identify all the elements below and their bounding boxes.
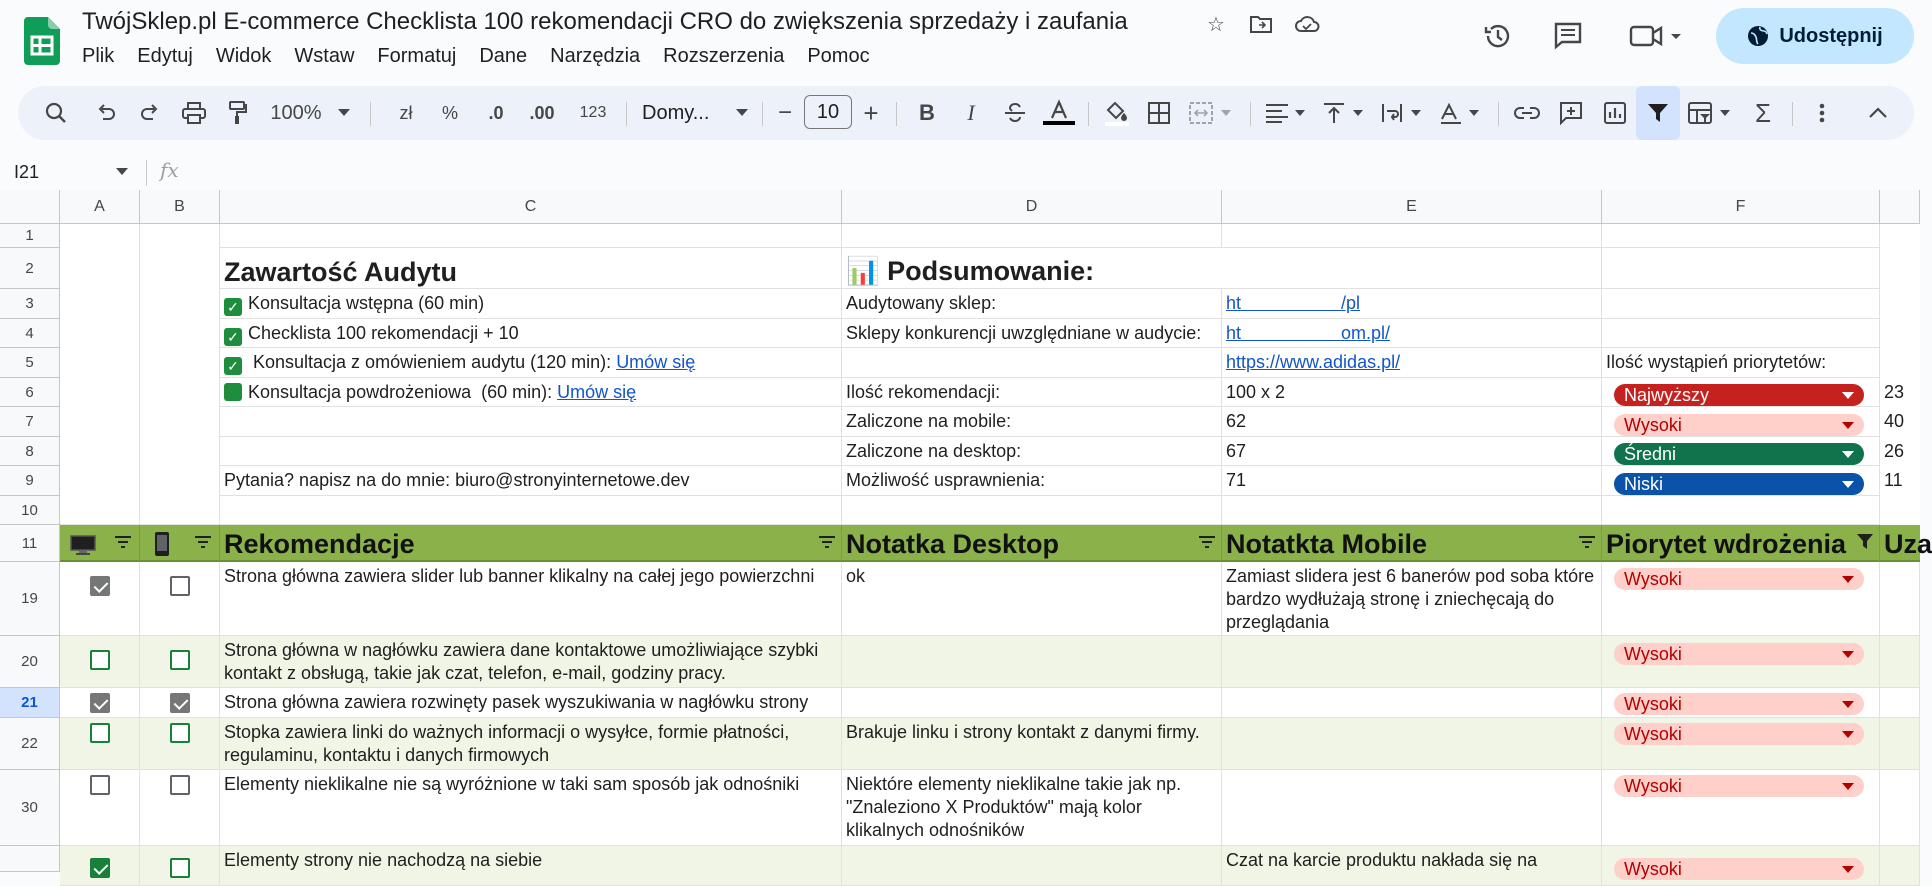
competitor-link-2[interactable]: https://www.adidas.pl/	[1226, 352, 1401, 372]
menu-extensions[interactable]: Rozszerzenia	[663, 45, 785, 67]
audit-item-2[interactable]	[220, 319, 842, 348]
cell-b1-b10[interactable]	[140, 224, 220, 525]
priority-chip-label: Najwyższy	[1624, 385, 1710, 405]
mobile-checkbox-6[interactable]	[170, 858, 190, 878]
name-box-chevron-icon	[116, 168, 128, 176]
decrease-font-size-icon[interactable]: −	[777, 99, 792, 126]
paint-format-icon[interactable]	[220, 86, 256, 140]
spreadsheet-grid[interactable]	[0, 190, 1932, 879]
cell-f3[interactable]	[1602, 289, 1880, 319]
mobile-note-6[interactable]: Czat na karcie produktu nakłada się na	[1222, 846, 1602, 886]
priority-count-high: 40	[1884, 411, 1905, 431]
collapse-toolbar-icon[interactable]	[1860, 86, 1896, 140]
insert-link-icon[interactable]	[1508, 86, 1546, 140]
menu-file[interactable]: Plik	[82, 45, 115, 67]
header-priority-label: Piorytet wdrożenia	[1606, 529, 1847, 559]
recommendation-5[interactable]: Elementy nieklikalne nie są wyróżnione w taki sam sposób jak odnośniki	[220, 770, 842, 846]
row-header-11[interactable]: 11	[0, 525, 60, 562]
menu-insert[interactable]: Wstaw	[294, 45, 355, 67]
cell-b19	[140, 562, 220, 636]
dropdown-arrow-icon	[1842, 783, 1854, 790]
mobile-note-3[interactable]	[1222, 688, 1602, 718]
column-header-c[interactable]: C	[220, 190, 842, 224]
desktop-note-3[interactable]	[842, 688, 1222, 718]
audit-item-1[interactable]	[220, 289, 842, 319]
mobile-label[interactable]: Zaliczone na mobile:	[842, 407, 1222, 437]
priority-chip-label: Średni	[1624, 444, 1677, 464]
mobile-note-1[interactable]: Zamiast slidera jest 6 banerów pod soba które bardzo wydłużają stronę i zniechęcają do przeglądania	[1222, 562, 1602, 636]
desktop-value[interactable]: 67	[1222, 437, 1602, 466]
priority-chip-label: Wysoki	[1624, 859, 1682, 879]
row-header-31[interactable]	[0, 846, 60, 872]
strikethrough-icon[interactable]	[998, 86, 1032, 140]
shop-label[interactable]: Audytowany sklep:	[842, 289, 1222, 319]
cell-f2[interactable]	[1602, 248, 1880, 289]
competitor-link-1-cell[interactable]	[1222, 319, 1602, 348]
shop-link-cell[interactable]	[1222, 289, 1602, 319]
priority-chip-row-1[interactable]	[1614, 568, 1864, 590]
row-header-10[interactable]: 10	[0, 496, 60, 525]
font-chevron-icon[interactable]	[732, 86, 752, 140]
cell-c10[interactable]	[220, 496, 842, 525]
questions-contact[interactable]: Pytania? napisz na do mnie: biuro@stronyinternetowe.dev	[220, 466, 842, 496]
star-icon[interactable]: ☆	[1207, 13, 1225, 36]
column-header-b[interactable]: B	[140, 190, 220, 224]
text-wrapping-icon[interactable]	[1378, 86, 1428, 140]
row-header-20[interactable]: 20	[0, 636, 60, 688]
priority-chip-row-3[interactable]	[1614, 693, 1864, 715]
filter-icon[interactable]	[1636, 86, 1680, 140]
improve-label[interactable]: Możliwość usprawnienia:	[842, 466, 1222, 496]
summary-heading[interactable]: 📊 Podsumowanie:	[842, 248, 1222, 289]
cloud-saved-icon[interactable]	[1294, 11, 1320, 37]
font-size-input[interactable]: 10	[804, 95, 852, 129]
move-folder-icon[interactable]	[1248, 11, 1274, 37]
priority-count-low: 11	[1884, 470, 1903, 490]
check-mark-icon: ✓	[224, 298, 242, 316]
priority-chip-label: Wysoki	[1624, 776, 1682, 796]
desktop-note-2[interactable]	[842, 636, 1222, 688]
priority-chip-high[interactable]	[1614, 414, 1864, 436]
row-header-3[interactable]: 3	[0, 289, 60, 319]
more-options-icon[interactable]	[1804, 86, 1840, 140]
column-header-d[interactable]: D	[842, 190, 1222, 224]
cell-f4[interactable]	[1602, 319, 1880, 348]
cell-c7[interactable]	[220, 407, 842, 437]
desktop-label[interactable]: Zaliczone na desktop:	[842, 437, 1222, 466]
mobile-value[interactable]: 62	[1222, 407, 1602, 437]
cell-g31[interactable]	[1880, 846, 1920, 886]
priority-chip-label: Wysoki	[1624, 415, 1682, 435]
row-header-6[interactable]: 6	[0, 378, 60, 407]
merge-cells-icon[interactable]	[1184, 86, 1240, 140]
check-mark-icon: ✓	[224, 328, 242, 346]
priority-chip-highest[interactable]	[1614, 384, 1864, 406]
increase-decimal-button[interactable]: .00	[529, 102, 555, 123]
row-header-30[interactable]: 30	[0, 770, 60, 846]
cell-e2[interactable]	[1222, 248, 1602, 289]
dropdown-arrow-icon	[1842, 576, 1854, 583]
text-color-icon[interactable]	[1040, 86, 1078, 140]
print-icon[interactable]	[176, 86, 212, 140]
improve-value[interactable]: 71	[1222, 466, 1602, 496]
desktop-checkbox-6[interactable]	[90, 858, 110, 878]
mobile-note-5[interactable]	[1222, 770, 1602, 846]
name-box[interactable]	[14, 158, 142, 186]
header-priority[interactable]	[1602, 525, 1880, 562]
cell-c8[interactable]	[220, 437, 842, 466]
row-header-7[interactable]: 7	[0, 407, 60, 437]
book-post-consultation-link[interactable]: Umów się	[557, 382, 637, 402]
cell-g21[interactable]	[1880, 688, 1920, 718]
green-square-icon	[224, 383, 242, 401]
dropdown-arrow-icon	[1842, 481, 1854, 488]
dropdown-arrow-icon	[1842, 651, 1854, 658]
mobile-phone-icon	[154, 531, 170, 557]
desktop-note-4[interactable]: Brakuje linku i strony kontakt z danymi firmy.	[842, 718, 1222, 770]
filter-views-icon[interactable]	[1684, 86, 1740, 140]
cell-a1-a10[interactable]	[60, 224, 140, 525]
header-recommendations-label: Rekomendacje	[224, 529, 415, 559]
column-header-f[interactable]: F	[1602, 190, 1880, 224]
column-header-g[interactable]	[1880, 190, 1920, 224]
mobile-note-2[interactable]	[1222, 636, 1602, 688]
priority-chip-label: Wysoki	[1624, 724, 1682, 744]
insert-comment-icon[interactable]	[1552, 86, 1590, 140]
insert-chart-icon[interactable]	[1596, 86, 1634, 140]
mobile-checkbox-5[interactable]	[170, 775, 190, 795]
desktop-note-1[interactable]: ok	[842, 562, 1222, 636]
competitors-label[interactable]: Sklepy konkurencji uwzględniane w audycie:	[842, 319, 1222, 348]
header-desktop-note-label: Notatka Desktop	[846, 529, 1060, 559]
menu-data[interactable]: Dane	[479, 45, 528, 67]
italic-button[interactable]: I	[967, 100, 975, 125]
mobile-checkbox-3[interactable]	[170, 693, 190, 713]
menu-format[interactable]: Formatuj	[377, 45, 457, 67]
recommendation-2[interactable]: Strona główna w nagłówku zawiera dane kontaktowe umożliwiające szybki kontakt z obsługą, takie jak czat, telefon, e-mail, godziny pracy.	[220, 636, 842, 688]
priority-chip-label: Wysoki	[1624, 644, 1682, 664]
version-history-icon[interactable]	[1476, 14, 1520, 58]
dropdown-arrow-icon	[1842, 731, 1854, 738]
header-mobile-note-label: Notatkta Mobile	[1226, 529, 1428, 559]
font-family-select[interactable]: Domy...	[642, 101, 710, 124]
menu-view[interactable]: Widok	[215, 45, 272, 67]
column-header-a[interactable]: A	[60, 190, 140, 224]
row-header-22[interactable]: 22	[0, 718, 60, 770]
cell-e1[interactable]	[1222, 224, 1602, 248]
header-comments[interactable]: Uza	[1880, 525, 1920, 562]
row-header-8[interactable]: 8	[0, 437, 60, 466]
priority-chip-row-2[interactable]	[1614, 643, 1864, 665]
header-mobile-note[interactable]	[1222, 525, 1602, 562]
share-button[interactable]	[1716, 8, 1914, 64]
toolbar	[18, 86, 1914, 140]
priority-chip-row-4[interactable]	[1614, 723, 1864, 745]
document-title[interactable]: TwójSklep.pl E-commerce Checklista 100 rekomendacji CRO do zwiększenia sprzedaży i zaufania	[82, 8, 1128, 35]
header-mobile-column[interactable]	[140, 525, 220, 562]
dropdown-arrow-icon	[1842, 451, 1854, 458]
competitor-link-1[interactable]: ht om.pl/	[1226, 323, 1391, 343]
priority-chip-row-5[interactable]	[1614, 775, 1864, 797]
priority-count-highest: 23	[1884, 382, 1905, 402]
mobile-checkbox-2[interactable]	[170, 650, 190, 670]
reco-label[interactable]: Ilość rekomendacji:	[842, 378, 1222, 407]
undo-icon[interactable]	[88, 86, 124, 140]
percent-format-button[interactable]: %	[441, 102, 458, 123]
reco-value[interactable]: 100 x 2	[1222, 378, 1602, 407]
filter-toggle-icon[interactable]	[1198, 535, 1216, 549]
desktop-monitor-icon	[70, 535, 96, 555]
desktop-checkbox-1[interactable]	[90, 576, 110, 596]
cell-f1[interactable]	[1602, 224, 1880, 248]
row-header-9[interactable]: 9	[0, 466, 60, 496]
dropdown-arrow-icon	[1842, 701, 1854, 708]
audit-item-2-text: Checklista 100 rekomendacji + 10	[248, 323, 519, 343]
menu-tools[interactable]: Narzędzia	[550, 45, 641, 67]
cell-e10[interactable]	[1222, 496, 1602, 525]
dropdown-arrow-icon	[1842, 866, 1854, 873]
currency-format-button[interactable]: zł	[399, 102, 413, 123]
cell-a19	[60, 562, 140, 636]
audit-item-4[interactable]	[220, 378, 842, 407]
fill-color-icon[interactable]	[1100, 86, 1134, 140]
cell-g30[interactable]	[1880, 770, 1920, 846]
zoom-select[interactable]: 100%	[270, 101, 322, 124]
check-mark-icon: ✓	[224, 357, 242, 375]
book-audit-link[interactable]: Umów się	[616, 352, 696, 372]
bold-button[interactable]: B	[919, 100, 935, 125]
priority-chip-label: Wysoki	[1624, 694, 1682, 714]
desktop-note-5[interactable]: Niektóre elementy nieklikalne takie jak np. "Znaleziono X Produktów" mają kolor klikalnych odnośników	[842, 770, 1222, 846]
functions-icon[interactable]: Σ	[1754, 97, 1772, 128]
priority-count-medium: 26	[1884, 441, 1905, 461]
header-desktop-column[interactable]	[60, 525, 140, 562]
meet-video-icon[interactable]	[1626, 14, 1686, 58]
filter-toggle-icon[interactable]	[818, 535, 836, 549]
number-format-button[interactable]: 123	[579, 104, 607, 121]
active-filter-icon[interactable]	[1856, 533, 1874, 551]
cell-g22[interactable]	[1880, 718, 1920, 770]
column-header-e[interactable]: E	[1222, 190, 1602, 224]
filter-toggle-icon[interactable]	[1578, 535, 1596, 549]
zoom-chevron-icon[interactable]	[334, 86, 354, 140]
increase-font-size-icon[interactable]: +	[863, 97, 879, 128]
competitor-link-2-cell[interactable]	[1222, 348, 1602, 378]
header-desktop-note[interactable]	[842, 525, 1222, 562]
row-header-5[interactable]: 5	[0, 348, 60, 378]
horizontal-align-icon[interactable]	[1262, 86, 1312, 140]
text-rotation-icon[interactable]	[1436, 86, 1486, 140]
filter-toggle-icon[interactable]	[194, 535, 212, 549]
fx-icon: fx	[160, 158, 179, 182]
cell-reference: I21	[14, 161, 40, 182]
priority-chip-label: Wysoki	[1624, 569, 1682, 589]
audit-item-4-text: Konsultacja powdrożeniowa (60 min):	[248, 382, 558, 402]
desktop-checkbox-2[interactable]	[90, 650, 110, 670]
recommendation-1[interactable]: Strona główna zawiera slider lub banner klikalny na całej jego powierzchni	[220, 562, 842, 636]
priority-chip-low[interactable]	[1614, 473, 1864, 495]
decrease-decimal-button[interactable]: .0	[488, 102, 504, 123]
desktop-checkbox-5[interactable]	[90, 775, 110, 795]
globe-icon	[1747, 25, 1769, 47]
redo-icon[interactable]	[132, 86, 168, 140]
share-label: Udostępnij	[1779, 24, 1883, 47]
cell-g19[interactable]	[1880, 562, 1920, 636]
dropdown-arrow-icon	[1842, 392, 1854, 399]
row-header-1[interactable]: 1	[0, 224, 60, 248]
recommendation-6[interactable]: Elementy strony nie nachodzą na siebie	[220, 846, 842, 886]
cell-d10[interactable]	[842, 496, 1222, 525]
row-header-19[interactable]: 19	[0, 562, 60, 636]
recommendation-3[interactable]: Strona główna zawiera rozwinęty pasek wyszukiwania w nagłówku strony	[220, 688, 842, 718]
menu-help[interactable]: Pomoc	[807, 45, 870, 67]
select-all-corner[interactable]	[0, 190, 60, 224]
audit-item-1-text: Konsultacja wstępna (60 min)	[248, 293, 485, 313]
row-header-21[interactable]: 21	[0, 688, 60, 718]
cell-d5[interactable]	[842, 348, 1222, 378]
audit-item-3-text: Konsultacja z omówieniem audytu (120 min):	[248, 352, 617, 372]
desktop-checkbox-4[interactable]	[90, 723, 110, 743]
filter-toggle-icon[interactable]	[114, 535, 132, 549]
audit-item-3[interactable]	[220, 348, 842, 378]
shop-link[interactable]: ht /pl	[1226, 293, 1361, 313]
menu-edit[interactable]: Edytuj	[137, 45, 193, 67]
vertical-align-icon[interactable]	[1320, 86, 1370, 140]
desktop-note-6[interactable]	[842, 846, 1222, 886]
sheets-logo-icon[interactable]	[24, 17, 60, 65]
search-menus-icon[interactable]	[36, 86, 76, 140]
cell-d1[interactable]	[842, 224, 1222, 248]
recommendation-4[interactable]: Stopka zawiera linki do ważnych informacji o wysyłce, formie płatności, regulaminu, kontaktu i danych firmowych	[220, 718, 842, 770]
mobile-checkbox-4[interactable]	[170, 723, 190, 743]
priority-count-label[interactable]: Ilość wystąpień priorytetów:	[1602, 348, 1880, 378]
cell-f10[interactable]	[1602, 496, 1880, 525]
priority-chip-label: Niski	[1624, 474, 1663, 494]
comments-icon[interactable]	[1546, 14, 1590, 58]
priority-chip-medium[interactable]	[1614, 443, 1864, 465]
dropdown-arrow-icon	[1842, 422, 1854, 429]
desktop-checkbox-3[interactable]	[90, 693, 110, 713]
mobile-checkbox-1[interactable]	[170, 576, 190, 596]
menu-bar	[82, 45, 893, 68]
cell-g20[interactable]	[1880, 636, 1920, 688]
row-header-4[interactable]: 4	[0, 319, 60, 348]
audit-heading[interactable]: Zawartość Audytu	[220, 248, 842, 289]
row-header-2[interactable]: 2	[0, 248, 60, 289]
cell-c1[interactable]	[220, 224, 842, 248]
header-recommendations[interactable]	[220, 525, 842, 562]
borders-icon[interactable]	[1142, 86, 1176, 140]
priority-chip-row-6[interactable]	[1614, 858, 1864, 880]
mobile-note-4[interactable]	[1222, 718, 1602, 770]
